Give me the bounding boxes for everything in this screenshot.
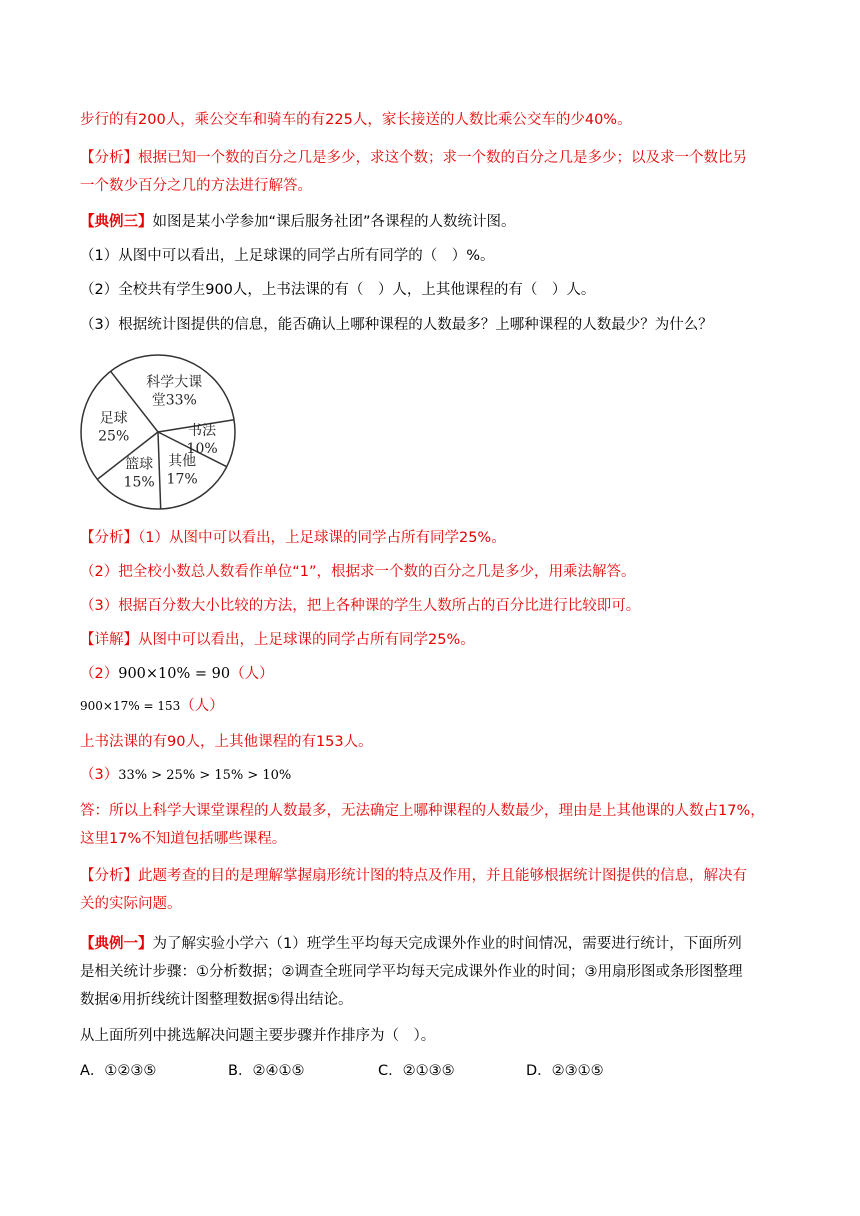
choice-d: D．②③①⑤ bbox=[526, 1063, 604, 1079]
example-tag: 【典例一】 bbox=[80, 936, 153, 952]
calc-formula: 33% > 25% > 15% > 10% bbox=[118, 768, 292, 783]
calc-formula: 900×17% = 153 bbox=[80, 699, 181, 713]
pie-slice-label: 篮球 15% bbox=[123, 456, 155, 491]
example-text: 为了解实验小学六（1）班学生平均每天完成课外作业的时间情况，需要进行统计，下面所列 bbox=[152, 936, 742, 952]
choice-c: C．②①③⑤ bbox=[378, 1063, 455, 1079]
answer-line: 答：所以上科学大课堂课程的人数最多，无法确定上哪种课程的人数最少，理由是上其他课的人数占17%， bbox=[80, 803, 765, 819]
text-line: 一个数少百分之几的方法进行解答。 bbox=[80, 178, 312, 194]
text-line: 步行的有200人，乘公交车和骑车的有225人，家长接送的人数比乘公交车的少40%。 bbox=[80, 112, 632, 128]
pie-slice-label: 足球 25% bbox=[98, 410, 130, 445]
question-2: （2）全校共有学生900人，上书法课的有（ ）人，上其他课程的有（ ）人。 bbox=[80, 282, 596, 298]
analysis-line: 关的实际问题。 bbox=[80, 896, 182, 912]
example-heading bbox=[80, 212, 516, 232]
calc-line bbox=[80, 696, 224, 716]
calc-unit: （人） bbox=[230, 666, 274, 682]
question-line: 从上面所列中挑选解决问题主要步骤并作排序为（ ）。 bbox=[80, 1028, 436, 1044]
pie-slice-label: 书法 10% bbox=[186, 422, 218, 457]
question-1: （1）从图中可以看出，上足球课的同学占所有同学的（ ）%。 bbox=[80, 248, 495, 264]
calc-index: （3） bbox=[80, 767, 119, 783]
choice-b: B．②④①⑤ bbox=[228, 1063, 305, 1079]
question-3: （3）根据统计图提供的信息，能否确认上哪种课程的人数最多？上哪种课程的人数最少？为什么？ bbox=[80, 317, 713, 333]
analysis-line: （3）根据百分数大小比较的方法，把上各种课的学生人数所占的百分比进行比较即可。 bbox=[80, 598, 641, 614]
analysis-line: 【分析】此题考查的目的是理解掌握扇形统计图的特点及作用，并且能够根据统计图提供的信息，解决有 bbox=[80, 868, 747, 884]
choice-a: A．①②③⑤ bbox=[80, 1063, 157, 1079]
pie-slice-label: 其他 17% bbox=[166, 453, 198, 488]
example-tag: 【典例三】 bbox=[80, 214, 153, 230]
text-line: 数据④用折线统计图整理数据⑤得出结论。 bbox=[80, 992, 353, 1008]
detail-line: 【详解】从图中可以看出，上足球课的同学占所有同学25%。 bbox=[80, 632, 475, 648]
analysis-line: 【分析】根据已知一个数的百分之几是多少，求这个数；求一个数的百分之几是多少；以及求一个数比另 bbox=[80, 150, 747, 166]
calc-index: （2） bbox=[80, 666, 119, 682]
answer-line: 上书法课的有90人，上其他课程的有153人。 bbox=[80, 734, 373, 750]
text-line: 是相关统计步骤：①分析数据；②调查全班同学平均每天完成课外作业的时间；③用扇形图或条形图整理 bbox=[80, 964, 743, 980]
pie-chart bbox=[78, 354, 238, 510]
example-text: 如图是某小学参加“课后服务社团”各课程的人数统计图。 bbox=[152, 214, 516, 230]
pie-slice-label: 科学大课堂33% bbox=[146, 374, 203, 409]
calc-formula: 900×10% = 90 bbox=[118, 666, 231, 682]
calc-line bbox=[80, 765, 291, 786]
answer-line: 这里17%不知道包括哪些课程。 bbox=[80, 831, 287, 847]
calc-line bbox=[80, 664, 274, 684]
analysis-line: （2）把全校小数总人数看作单位“1”，根据求一个数的百分之几是多少，用乘法解答。 bbox=[80, 564, 636, 580]
example-heading bbox=[80, 934, 742, 954]
analysis-line: 【分析】（1）从图中可以看出，上足球课的同学占所有同学25%。 bbox=[80, 530, 506, 546]
calc-unit: （人） bbox=[180, 698, 224, 714]
